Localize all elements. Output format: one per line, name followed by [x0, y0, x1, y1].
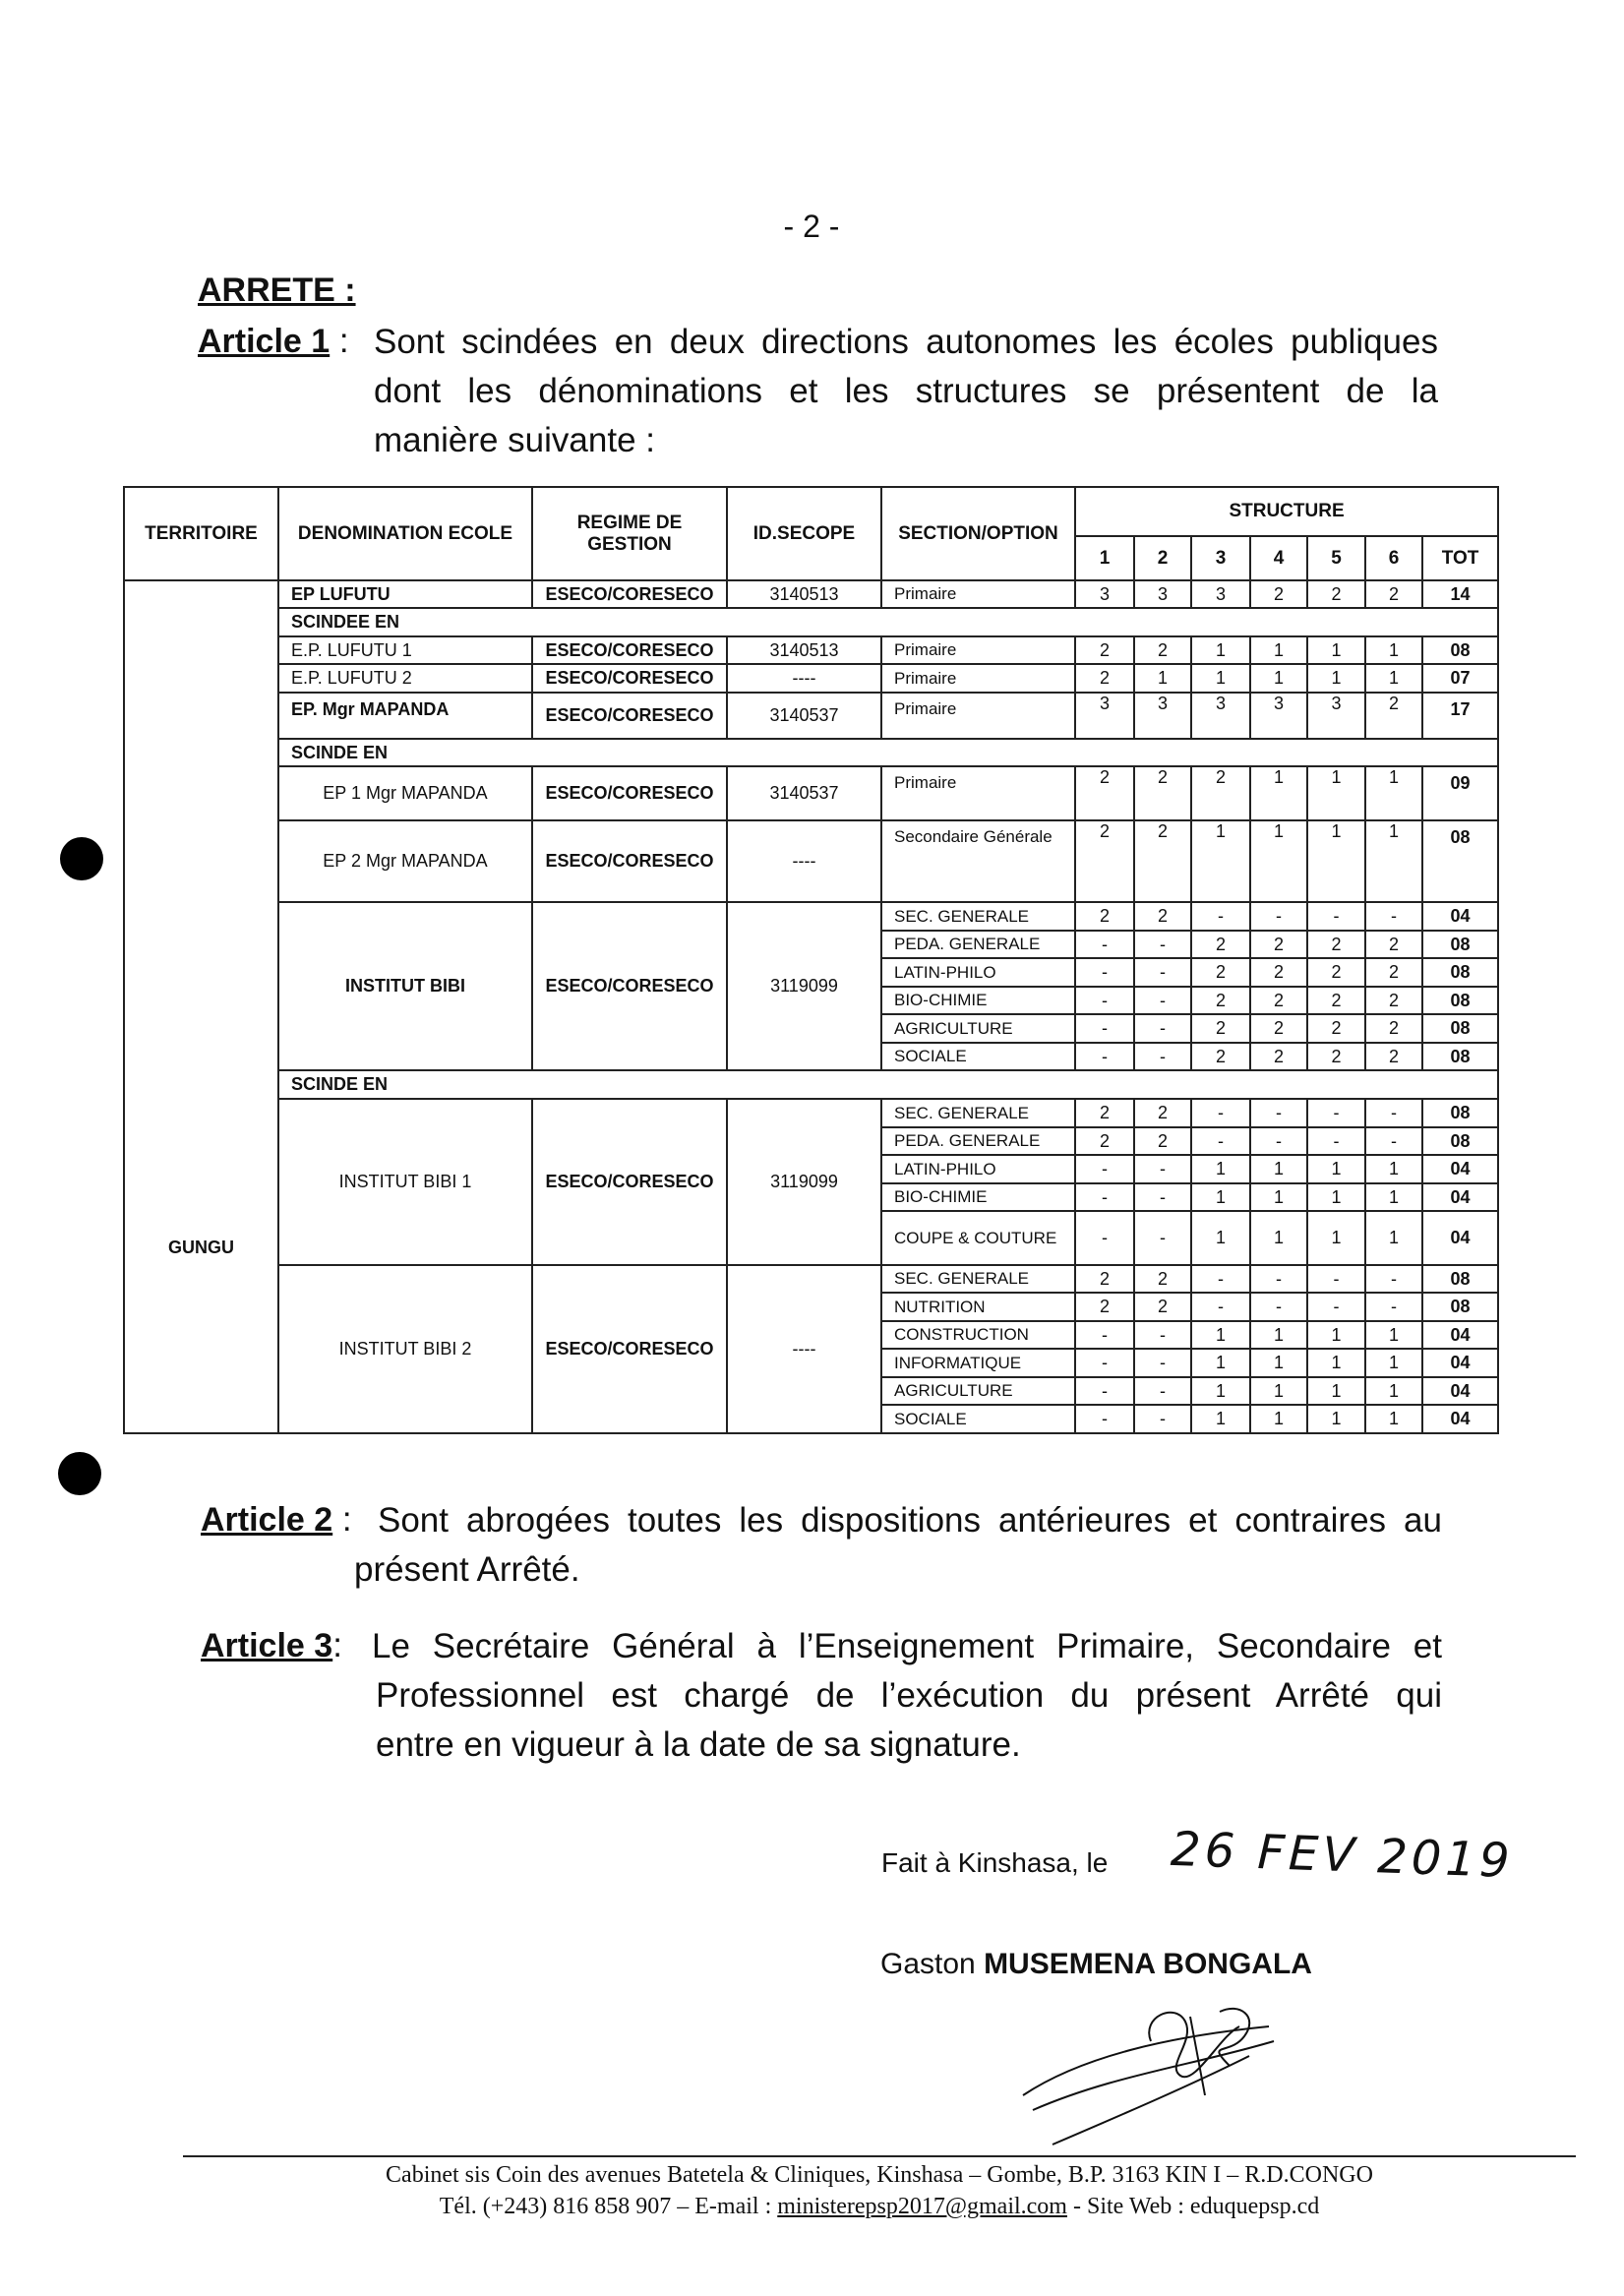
structure-cell: -	[1134, 1183, 1191, 1211]
structure-cell: -	[1365, 1265, 1422, 1293]
territory-name: GUNGU	[168, 1238, 234, 1257]
structure-cell: 1	[1250, 766, 1307, 820]
structure-cell: 2	[1075, 1099, 1134, 1127]
structure-cell: -	[1134, 1377, 1191, 1405]
header-section: SECTION/OPTION	[881, 487, 1075, 580]
structure-cell: -	[1075, 958, 1134, 987]
structure-cell: -	[1075, 1014, 1134, 1043]
structure-cell: 2	[1191, 931, 1250, 958]
total-cell: 08	[1422, 1014, 1498, 1043]
regime-cell: ESECO/CORESECO	[532, 664, 727, 693]
structure-cell: 2	[1075, 1293, 1134, 1321]
signer-name	[880, 1948, 1312, 1981]
structure-cell: 1	[1365, 1377, 1422, 1405]
structure-cell: -	[1250, 1099, 1307, 1127]
header-structure: STRUCTURE	[1075, 487, 1498, 536]
structure-cell: -	[1075, 1349, 1134, 1377]
structure-cell: -	[1134, 958, 1191, 987]
footer-email-link[interactable]: ministerepsp2017@gmail.com	[777, 2194, 1067, 2219]
total-cell: 14	[1422, 580, 1498, 608]
structure-cell: 1	[1250, 1211, 1307, 1265]
structure-cell: 2	[1134, 1293, 1191, 1321]
signer-last-name: MUSEMENA BONGALA	[984, 1948, 1312, 1980]
structure-cell: -	[1075, 931, 1134, 958]
total-cell: 08	[1422, 987, 1498, 1014]
total-cell: 17	[1422, 693, 1498, 739]
structure-cell: 1	[1307, 1405, 1365, 1433]
structure-cell: 1	[1307, 766, 1365, 820]
structure-cell: -	[1134, 1405, 1191, 1433]
section-cell: PEDA. GENERALE	[881, 1127, 1075, 1155]
structure-cell: 2	[1191, 1014, 1250, 1043]
section-cell: INFORMATIQUE	[881, 1349, 1075, 1377]
total-cell: 04	[1422, 1183, 1498, 1211]
structure-cell: -	[1307, 902, 1365, 931]
structure-cell: 2	[1307, 958, 1365, 987]
header-col-4: 4	[1250, 536, 1307, 580]
section-cell: COUPE & COUTURE	[881, 1211, 1075, 1265]
structure-cell: 2	[1365, 1043, 1422, 1070]
table-row	[124, 1265, 1498, 1293]
structure-cell: 2	[1307, 987, 1365, 1014]
regime-cell: ESECO/CORESECO	[532, 902, 727, 1070]
structure-cell: 2	[1191, 987, 1250, 1014]
place-date-label: Fait à Kinshasa, le	[881, 1847, 1109, 1878]
structure-cell: 2	[1134, 636, 1191, 664]
structure-cell: -	[1365, 1293, 1422, 1321]
structure-cell: 1	[1250, 1377, 1307, 1405]
structure-cell: 3	[1250, 693, 1307, 739]
article-2	[201, 1495, 352, 1544]
structure-cell: -	[1075, 1211, 1134, 1265]
section-cell: Primaire	[881, 636, 1075, 664]
structure-cell: 1	[1365, 1349, 1422, 1377]
split-label: SCINDE EN	[278, 1070, 1498, 1099]
signature	[993, 1997, 1289, 2154]
section-cell: Primaire	[881, 693, 1075, 739]
section-cell: CONSTRUCTION	[881, 1321, 1075, 1349]
section-cell: AGRICULTURE	[881, 1377, 1075, 1405]
structure-cell: 1	[1365, 1183, 1422, 1211]
article-3-line-1: Le Secrétaire Général à l’Enseignement Primaire, Secondaire et	[372, 1627, 1442, 1665]
section-cell: SEC. GENERALE	[881, 1265, 1075, 1293]
structure-cell: 1	[1191, 1155, 1250, 1183]
structure-cell: 2	[1134, 1127, 1191, 1155]
structure-cell: 2	[1075, 636, 1134, 664]
total-cell: 08	[1422, 1265, 1498, 1293]
footer-contacts	[183, 2194, 1576, 2220]
structure-cell: 2	[1365, 958, 1422, 987]
total-cell: 04	[1422, 902, 1498, 931]
table-row	[124, 1099, 1498, 1127]
structure-cell: 1	[1307, 1211, 1365, 1265]
footer-web: - Site Web : eduquepsp.cd	[1066, 2194, 1320, 2219]
regime-cell: ESECO/CORESECO	[532, 1099, 727, 1265]
structure-cell: -	[1250, 1127, 1307, 1155]
school-name: EP. Mgr MAPANDA	[278, 693, 532, 739]
page-number: - 2 -	[783, 209, 840, 244]
territory-cell	[124, 580, 278, 1433]
structure-cell: 2	[1134, 766, 1191, 820]
structure-cell: -	[1250, 1293, 1307, 1321]
section-cell: Primaire	[881, 580, 1075, 608]
structure-cell: 1	[1365, 1321, 1422, 1349]
margin-bullet	[58, 1452, 101, 1495]
total-cell: 07	[1422, 664, 1498, 693]
id-secope-cell: 3140513	[727, 636, 881, 664]
structure-cell: -	[1250, 902, 1307, 931]
structure-cell: 1	[1307, 1155, 1365, 1183]
structure-cell: 3	[1307, 693, 1365, 739]
section-cell: Primaire	[881, 766, 1075, 820]
id-secope-cell: 3119099	[727, 902, 881, 1070]
header-denomination: DENOMINATION ECOLE	[278, 487, 532, 580]
margin-bullet	[60, 837, 103, 880]
regime-cell: ESECO/CORESECO	[532, 820, 727, 902]
signer-first-name: Gaston	[880, 1948, 985, 1980]
section-cell: SEC. GENERALE	[881, 902, 1075, 931]
structure-cell: 2	[1250, 580, 1307, 608]
school-name: EP 1 Mgr MAPANDA	[278, 766, 532, 820]
structure-cell: 2	[1365, 580, 1422, 608]
structure-cell: 2	[1075, 664, 1134, 693]
structure-cell: -	[1075, 987, 1134, 1014]
structure-cell: 1	[1307, 1377, 1365, 1405]
structure-cell: 2	[1365, 693, 1422, 739]
structure-cell: 1	[1134, 664, 1191, 693]
footer-rule	[183, 2155, 1576, 2157]
table-row	[124, 739, 1498, 766]
table-row	[124, 636, 1498, 664]
section-cell: BIO-CHIMIE	[881, 987, 1075, 1014]
structure-cell: -	[1075, 1155, 1134, 1183]
structure-cell: -	[1134, 1043, 1191, 1070]
article-3-sep: :	[332, 1626, 342, 1664]
article-3-label: Article 3	[201, 1627, 333, 1664]
structure-cell: 1	[1250, 636, 1307, 664]
structure-cell: -	[1365, 902, 1422, 931]
total-cell: 09	[1422, 766, 1498, 820]
header-col-2: 2	[1134, 536, 1191, 580]
article-3-line-3: entre en vigueur à la date de sa signature.	[376, 1725, 1021, 1764]
article-3	[201, 1621, 342, 1670]
school-name: E.P. LUFUTU 2	[278, 664, 532, 693]
structure-cell: 2	[1075, 902, 1134, 931]
split-label: SCINDE EN	[278, 739, 1498, 766]
article-1-label: Article 1	[198, 323, 331, 360]
structure-cell: 1	[1365, 1155, 1422, 1183]
structure-cell: -	[1134, 1014, 1191, 1043]
structure-cell: 1	[1365, 1211, 1422, 1265]
structure-cell: 1	[1191, 636, 1250, 664]
structure-cell: 2	[1365, 931, 1422, 958]
structure-cell: 2	[1191, 1043, 1250, 1070]
article-3-line-2: Professionnel est chargé de l’exécution du présent Arrêté qui	[376, 1676, 1442, 1715]
structure-cell: 2	[1250, 931, 1307, 958]
total-cell: 08	[1422, 1099, 1498, 1127]
section-cell: NUTRITION	[881, 1293, 1075, 1321]
structure-cell: 1	[1191, 1321, 1250, 1349]
structure-cell: 1	[1191, 1377, 1250, 1405]
article-1-line-3: manière suivante :	[374, 421, 655, 459]
structure-cell: -	[1191, 1265, 1250, 1293]
structure-cell: -	[1307, 1293, 1365, 1321]
structure-cell: -	[1191, 1127, 1250, 1155]
structure-cell: -	[1365, 1127, 1422, 1155]
section-cell: Primaire	[881, 664, 1075, 693]
arrete-heading: ARRETE :	[198, 272, 356, 309]
structure-cell: -	[1134, 1211, 1191, 1265]
structure-cell: -	[1075, 1377, 1134, 1405]
structure-cell: -	[1134, 1155, 1191, 1183]
structure-cell: 1	[1191, 1405, 1250, 1433]
handwritten-date: 26 FEV 2019	[1170, 1821, 1515, 1890]
total-cell: 08	[1422, 636, 1498, 664]
structure-cell: 2	[1075, 766, 1134, 820]
table-row	[124, 580, 1498, 608]
article-1-sep: :	[330, 322, 349, 360]
structure-cell: 2	[1134, 902, 1191, 931]
structure-cell: 2	[1191, 766, 1250, 820]
header-id-secope: ID.SECOPE	[727, 487, 881, 580]
structure-cell: -	[1307, 1127, 1365, 1155]
structure-cell: 3	[1075, 693, 1134, 739]
section-cell: LATIN-PHILO	[881, 958, 1075, 987]
section-cell: PEDA. GENERALE	[881, 931, 1075, 958]
structure-cell: 2	[1134, 1099, 1191, 1127]
total-cell: 04	[1422, 1321, 1498, 1349]
structure-cell: 1	[1250, 1349, 1307, 1377]
structure-cell: 1	[1250, 820, 1307, 902]
structure-cell: 1	[1250, 1321, 1307, 1349]
total-cell: 08	[1422, 1043, 1498, 1070]
header-col-tot: TOT	[1422, 536, 1498, 580]
structure-cell: 2	[1075, 1127, 1134, 1155]
article-1-line-1: Sont scindées en deux directions autonomes les écoles publiques	[374, 323, 1438, 361]
split-label: SCINDEE EN	[278, 608, 1498, 636]
table-row	[124, 820, 1498, 902]
header-col-6: 6	[1365, 536, 1422, 580]
structure-cell: -	[1134, 931, 1191, 958]
structure-cell: -	[1250, 1265, 1307, 1293]
section-cell: SOCIALE	[881, 1043, 1075, 1070]
structure-cell: 1	[1307, 820, 1365, 902]
footer-tel: Tél. (+243) 816 858 907 – E-mail :	[439, 2194, 778, 2219]
structure-cell: -	[1307, 1265, 1365, 1293]
table-row	[124, 608, 1498, 636]
id-secope-cell: 3140513	[727, 580, 881, 608]
total-cell: 04	[1422, 1377, 1498, 1405]
school-name: INSTITUT BIBI	[278, 902, 532, 1070]
structure-cell: 2	[1307, 1014, 1365, 1043]
school-name: INSTITUT BIBI 1	[278, 1099, 532, 1265]
structure-cell: 3	[1134, 693, 1191, 739]
structure-cell: -	[1134, 1349, 1191, 1377]
table-row	[124, 664, 1498, 693]
id-secope-cell: ----	[727, 820, 881, 902]
structure-cell: 3	[1191, 580, 1250, 608]
structure-cell: 3	[1134, 580, 1191, 608]
structure-cell: -	[1075, 1183, 1134, 1211]
regime-cell: ESECO/CORESECO	[532, 636, 727, 664]
header-regime: REGIME DE GESTION	[532, 487, 727, 580]
structure-cell: 1	[1307, 1183, 1365, 1211]
school-name: EP LUFUTU	[278, 580, 532, 608]
structure-cell: 2	[1250, 958, 1307, 987]
school-name: INSTITUT BIBI 2	[278, 1265, 532, 1433]
structure-cell: 1	[1250, 1405, 1307, 1433]
structure-cell: 2	[1134, 820, 1191, 902]
total-cell: 04	[1422, 1349, 1498, 1377]
total-cell: 04	[1422, 1405, 1498, 1433]
school-name: E.P. LUFUTU 1	[278, 636, 532, 664]
structure-cell: 2	[1134, 1265, 1191, 1293]
structure-cell: 1	[1191, 820, 1250, 902]
total-cell: 04	[1422, 1155, 1498, 1183]
regime-cell: ESECO/CORESECO	[532, 1265, 727, 1433]
structure-cell: 3	[1191, 693, 1250, 739]
structure-cell: 2	[1307, 580, 1365, 608]
structure-cell: 1	[1365, 664, 1422, 693]
structure-cell: 2	[1307, 1043, 1365, 1070]
schools-table	[123, 486, 1499, 1434]
structure-cell: 2	[1250, 1014, 1307, 1043]
table-row	[124, 1070, 1498, 1099]
structure-cell: -	[1075, 1321, 1134, 1349]
total-cell: 08	[1422, 1127, 1498, 1155]
structure-cell: 1	[1250, 664, 1307, 693]
section-cell: LATIN-PHILO	[881, 1155, 1075, 1183]
regime-cell: ESECO/CORESECO	[532, 693, 727, 739]
article-2-line-2: présent Arrêté.	[354, 1550, 580, 1589]
table-row	[124, 693, 1498, 739]
footer-address: Cabinet sis Coin des avenues Batetela & Cliniques, Kinshasa – Gombe, B.P. 3163 KIN I – R.D.CONGO	[386, 2162, 1373, 2188]
structure-cell: 1	[1307, 1321, 1365, 1349]
structure-cell: 2	[1075, 820, 1134, 902]
structure-cell: -	[1307, 1099, 1365, 1127]
structure-cell: 2	[1365, 987, 1422, 1014]
structure-cell: 2	[1250, 987, 1307, 1014]
total-cell: 08	[1422, 1293, 1498, 1321]
header-territoire: TERRITOIRE	[124, 487, 278, 580]
structure-cell: 1	[1307, 1349, 1365, 1377]
structure-cell: 1	[1365, 1405, 1422, 1433]
regime-cell: ESECO/CORESECO	[532, 766, 727, 820]
structure-cell: -	[1365, 1099, 1422, 1127]
article-2-sep: :	[332, 1500, 352, 1539]
structure-cell: 1	[1191, 1211, 1250, 1265]
structure-cell: 2	[1365, 1014, 1422, 1043]
structure-cell: 1	[1191, 1349, 1250, 1377]
structure-cell: 2	[1075, 1265, 1134, 1293]
total-cell: 08	[1422, 958, 1498, 987]
total-cell: 04	[1422, 1211, 1498, 1265]
school-name: EP 2 Mgr MAPANDA	[278, 820, 532, 902]
structure-cell: -	[1075, 1043, 1134, 1070]
structure-cell: 2	[1307, 931, 1365, 958]
id-secope-cell: ----	[727, 664, 881, 693]
structure-cell: 1	[1191, 1183, 1250, 1211]
structure-cell: 3	[1075, 580, 1134, 608]
structure-cell: 1	[1365, 766, 1422, 820]
section-cell: AGRICULTURE	[881, 1014, 1075, 1043]
total-cell: 08	[1422, 931, 1498, 958]
structure-cell: 2	[1250, 1043, 1307, 1070]
structure-cell: 1	[1191, 664, 1250, 693]
section-cell: SEC. GENERALE	[881, 1099, 1075, 1127]
structure-cell: 1	[1365, 820, 1422, 902]
structure-cell: 1	[1250, 1155, 1307, 1183]
article-2-line-1: Sont abrogées toutes les dispositions antérieures et contraires au	[378, 1501, 1442, 1540]
id-secope-cell: 3140537	[727, 766, 881, 820]
table-row	[124, 902, 1498, 931]
article-1	[198, 317, 349, 366]
structure-cell: -	[1075, 1405, 1134, 1433]
structure-cell: -	[1134, 987, 1191, 1014]
article-2-label: Article 2	[201, 1501, 333, 1539]
structure-cell: -	[1134, 1321, 1191, 1349]
section-cell: Secondaire Générale	[881, 820, 1075, 902]
table-row	[124, 766, 1498, 820]
structure-cell: 1	[1307, 636, 1365, 664]
structure-cell: 2	[1191, 958, 1250, 987]
section-cell: BIO-CHIMIE	[881, 1183, 1075, 1211]
regime-cell: ESECO/CORESECO	[532, 580, 727, 608]
structure-cell: 1	[1365, 636, 1422, 664]
structure-cell: 1	[1250, 1183, 1307, 1211]
total-cell: 08	[1422, 820, 1498, 902]
article-1-line-2: dont les dénominations et les structures se présentent de la	[374, 372, 1438, 410]
structure-cell: 1	[1307, 664, 1365, 693]
structure-cell: -	[1191, 1099, 1250, 1127]
id-secope-cell: 3140537	[727, 693, 881, 739]
id-secope-cell: 3119099	[727, 1099, 881, 1265]
header-col-3: 3	[1191, 536, 1250, 580]
structure-cell: -	[1191, 1293, 1250, 1321]
header-col-5: 5	[1307, 536, 1365, 580]
header-col-1: 1	[1075, 536, 1134, 580]
id-secope-cell: ----	[727, 1265, 881, 1433]
section-cell: SOCIALE	[881, 1405, 1075, 1433]
structure-cell: -	[1191, 902, 1250, 931]
